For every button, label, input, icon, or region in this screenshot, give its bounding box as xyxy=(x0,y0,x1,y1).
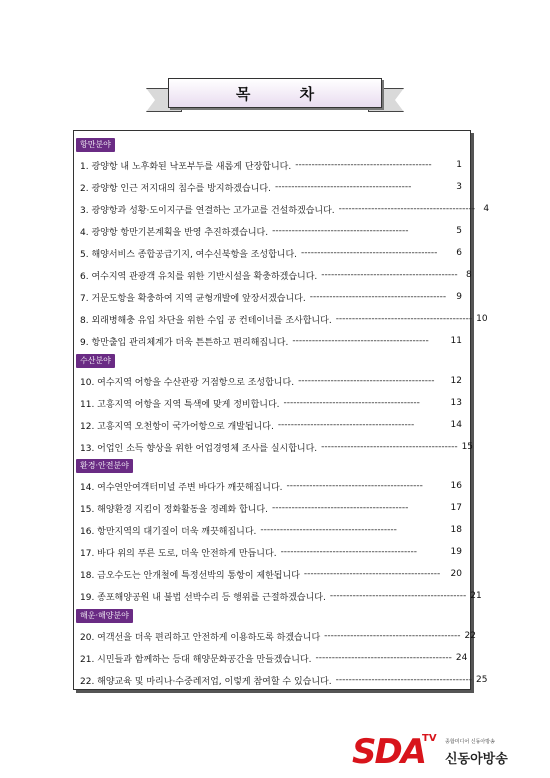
table-of-contents xyxy=(73,130,490,690)
toc-entry[interactable]: 22. 해양교육 및 마리나·수중레저업, 이렇게 참여할 수 있습니다. ------------------------------------------ 25 xyxy=(80,675,488,687)
section-label-shipping-ocean: 해운·해양분야 xyxy=(76,609,133,623)
title-plate xyxy=(168,78,382,108)
toc-entry[interactable]: 4. 광양항 항만기본계획을 반영 추진하겠습니다. ------------------------------------------ 5 xyxy=(80,226,462,238)
toc-entry[interactable]: 7. 거문도항을 확충하여 지역 균형개발에 앞장서겠습니다. ------------------------------------------ 9 xyxy=(80,292,462,304)
toc-entry[interactable]: 20. 여객선을 더욱 편리하고 안전하게 이용하도록 하겠습니다 ------------------------------------------ 22 xyxy=(80,631,476,643)
page-title: 목 차 xyxy=(235,84,337,103)
toc-entry[interactable]: 21. 시민들과 함께하는 등대 해양문화공간을 만들겠습니다. ------------------------------------------ 24 xyxy=(80,653,468,665)
section-label-port: 항만분야 xyxy=(76,138,115,152)
toc-entry[interactable]: 5. 해양서비스 종합공급기지, 여수신북항을 조성합니다. ------------------------------------------ 6 xyxy=(80,248,462,260)
toc-entry[interactable]: 6. 여수지역 관광객 유치를 위한 기반시설을 확충하겠습니다. ------------------------------------------ 8 xyxy=(80,270,472,282)
sda-tv-logo xyxy=(352,730,522,770)
toc-entry[interactable]: 9. 항만출입 관리체계가 더욱 튼튼하고 편리해집니다. ------------------------------------------ 11 xyxy=(80,336,462,348)
toc-entry[interactable]: 13. 어업인 소득 향상을 위한 어업경영체 조사를 실시합니다. ------------------------------------------ 15 xyxy=(80,442,474,454)
toc-entry[interactable]: 18. 금오수도는 안개철에 특정선박의 통항이 제한됩니다 ------------------------------------------ 20 xyxy=(80,569,462,581)
toc-entry[interactable]: 12. 고흥지역 오천항이 국가어항으로 개발됩니다. ------------------------------------------ 14 xyxy=(80,420,462,432)
logo-tagline: 종합미디어 신동아방송 xyxy=(445,739,495,745)
section-label-fisheries: 수산분야 xyxy=(76,354,115,368)
toc-entry[interactable]: 3. 광양항과 성황·도이지구를 연결하는 고가교를 건설하겠습니다. ------------------------------------------ 4 xyxy=(80,204,490,216)
logo-name: 신동아방송 xyxy=(445,752,508,767)
toc-entry[interactable]: 8. 외래병해충 유입 차단을 위한 수입 공 컨테이너를 조사합니다. ------------------------------------------ 10 xyxy=(80,314,488,326)
toc-entry[interactable]: 15. 해양환경 지킴이 정화활동을 정례화 합니다. ------------------------------------------ 17 xyxy=(80,503,462,515)
toc-entry[interactable]: 16. 항만지역의 대기질이 더욱 깨끗해집니다. ------------------------------------------ 18 xyxy=(80,525,462,537)
toc-entry[interactable]: 10. 여수지역 어항을 수산관광 거점항으로 조성합니다. ------------------------------------------ 12 xyxy=(80,376,462,388)
toc-entry[interactable]: 2. 광양항 인근 저지대의 침수를 방지하겠습니다. ------------------------------------------ 3 xyxy=(80,182,462,194)
toc-entry[interactable]: 17. 바다 위의 푸른 도로, 더욱 안전하게 만듭니다. ------------------------------------------ 19 xyxy=(80,547,462,559)
logo-mark: SDA xyxy=(352,732,426,772)
toc-entry[interactable]: 11. 고흥지역 어항을 지역 특색에 맞게 정비합니다. ------------------------------------------ 13 xyxy=(80,398,462,410)
logo-tv: TV xyxy=(422,733,437,744)
toc-entry[interactable]: 14. 여수연안여객터미널 주변 바다가 깨끗해집니다. ------------------------------------------ 16 xyxy=(80,481,462,493)
section-label-environment-safety: 환경·안전분야 xyxy=(76,459,133,473)
title-banner xyxy=(168,78,382,114)
toc-entry[interactable]: 19. 종포해양공원 내 불법 선박수리 등 행위를 근절하겠습니다. ------------------------------------------ 21 xyxy=(80,591,482,603)
toc-entry[interactable]: 1. 광양항 내 노후화된 낙포부두를 새롭게 단장합니다. ------------------------------------------ 1 xyxy=(80,160,462,172)
